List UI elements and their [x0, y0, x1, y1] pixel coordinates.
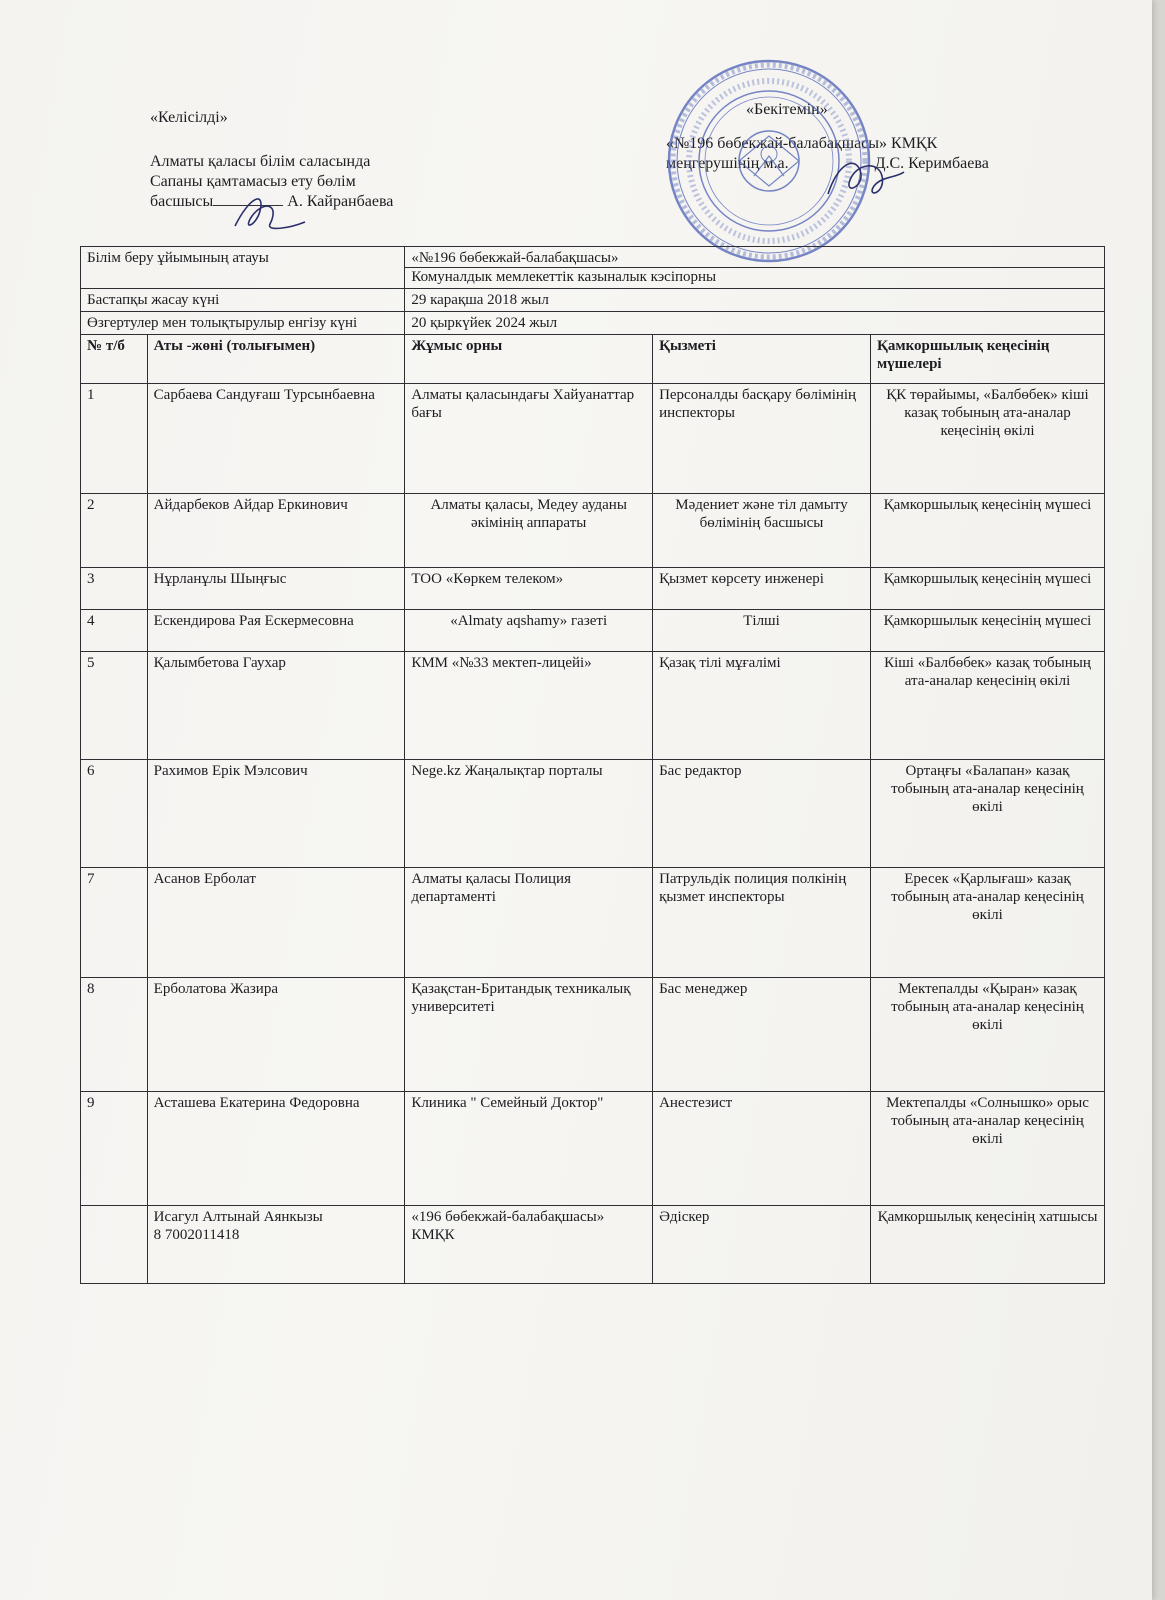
agreed-line-3: [150, 192, 393, 212]
table-row: [81, 1206, 1105, 1284]
column-header-role: Қамкоршылық кеңесінің мүшелері: [870, 335, 1104, 384]
member-work: КММ «№33 мектеп-лицейі»: [405, 652, 653, 760]
member-name: Қалымбетова Гаухар: [147, 652, 405, 760]
info-row-updated: [81, 312, 1105, 335]
org-name-line-2: Комуналдык мемлекеттік казыналык кэсіпорны: [405, 267, 1104, 286]
row-number: 7: [81, 868, 148, 978]
info-label: Өзгертулер мен толықтырулыр енгізу күні: [81, 312, 405, 335]
table-row: [81, 1092, 1105, 1206]
member-role: Мектепалды «Солнышко» орыс тобының ата-аналар кеңесінің өкілі: [870, 1092, 1104, 1206]
member-work: «196 бөбекжай-балабақшасы» КМҚК: [405, 1206, 653, 1284]
table-row: [81, 760, 1105, 868]
approval-block: [666, 100, 1046, 174]
member-work: Қазақстан-Британдық техникалық университеті: [405, 978, 653, 1092]
info-value: 29 карақша 2018 жыл: [405, 289, 1105, 312]
member-name: Асанов Ерболат: [147, 868, 405, 978]
member-name: Ескендирова Рая Ескермесовна: [147, 610, 405, 652]
row-number: 2: [81, 494, 148, 568]
column-header-number: № т/б: [81, 335, 148, 384]
approved-position: меңгерушінің м.а.: [666, 155, 789, 172]
member-position: Персоналды басқару бөлімінің инспекторы: [653, 384, 871, 494]
table-row: [81, 384, 1105, 494]
member-role: Қамкоршылық кеңесінің мүшесі: [870, 568, 1104, 610]
member-position: Патрульдік полиция полкінің қызмет инспекторы: [653, 868, 871, 978]
info-value: 20 қыркүйек 2024 жыл: [405, 312, 1105, 335]
member-work: Алматы қаласы Полиция департаменті: [405, 868, 653, 978]
member-name: Айдарбеков Айдар Еркинович: [147, 494, 405, 568]
table-row: [81, 868, 1105, 978]
row-number: 3: [81, 568, 148, 610]
member-work: ТОО «Көркем телеком»: [405, 568, 653, 610]
column-header-name: Аты -жөні (толығымен): [147, 335, 405, 384]
column-header-position: Қызметі: [653, 335, 871, 384]
signature-line: [213, 205, 283, 206]
member-position: Қызмет көрсету инженері: [653, 568, 871, 610]
column-header-work: Жұмыс орны: [405, 335, 653, 384]
member-role: ҚК төрайымы, «Балбөбек» кіші казақ тобының ата-аналар кеңесінің өкілі: [870, 384, 1104, 494]
agreed-position: басшысы: [150, 193, 214, 210]
member-role: Қамкоршылык кеңесінің мүшесі: [870, 610, 1104, 652]
member-position: Қазақ тілі мұғалімі: [653, 652, 871, 760]
member-name: Ерболатова Жазира: [147, 978, 405, 1092]
row-number: 9: [81, 1092, 148, 1206]
row-number: 6: [81, 760, 148, 868]
info-value: [405, 247, 1105, 289]
row-number: [81, 1206, 148, 1284]
table-row: [81, 978, 1105, 1092]
member-name: Сарбаева Сандуғаш Турсынбаевна: [147, 384, 405, 494]
row-number: 5: [81, 652, 148, 760]
agreed-line-2: Сапаны қамтамасыз ету бөлім: [150, 173, 356, 190]
approved-line-2: [666, 154, 1046, 174]
trustee-board-table: [80, 246, 1105, 1284]
approved-name: Д.С. Керимбаева: [874, 155, 989, 172]
agreed-name: А. Кайранбаева: [287, 193, 394, 210]
member-name: [147, 1206, 405, 1284]
member-name: Нұрланұлы Шыңғыс: [147, 568, 405, 610]
approved-line-1: «№196 бөбекжай-балабақшасы» КМҚК: [666, 135, 938, 152]
member-name: Асташева Екатерина Федоровна: [147, 1092, 405, 1206]
info-label: Білім беру ұйымының атауы: [81, 247, 405, 289]
member-position: Бас менеджер: [653, 978, 871, 1092]
info-row-created: [81, 289, 1105, 312]
member-position: Мәдениет және тіл дамыту бөлімінің басшысы: [653, 494, 871, 568]
info-label: Бастапқы жасау күні: [81, 289, 405, 312]
member-position: Бас редактор: [653, 760, 871, 868]
member-role: Ортаңғы «Балапан» казақ тобының ата-аналар кеңесінің өкілі: [870, 760, 1104, 868]
member-role: Ересек «Қарлығаш» казақ тобының ата-аналар кеңесінің өкілі: [870, 868, 1104, 978]
member-position: Тілші: [653, 610, 871, 652]
member-position: Әдіскер: [653, 1206, 871, 1284]
info-row-org-name: [81, 247, 1105, 289]
member-role: Мектепалды «Қыран» казақ тобының ата-аналар кеңесінің өкілі: [870, 978, 1104, 1092]
table-row: [81, 494, 1105, 568]
member-work: Клиника " Семейный Доктор": [405, 1092, 653, 1206]
row-number: 8: [81, 978, 148, 1092]
row-number: 1: [81, 384, 148, 494]
member-work: Nege.kz Жаңалықтар порталы: [405, 760, 653, 868]
table-header-row: [81, 335, 1105, 384]
agreement-block: [150, 108, 393, 212]
member-work: Алматы қаласындағы Хайуанаттар бағы: [405, 384, 653, 494]
member-role: Кіші «Балбөбек» казақ тобының ата-аналар кеңесінің өкілі: [870, 652, 1104, 760]
member-name-text: Исагул Алтынай Аянкызы: [153, 1209, 323, 1225]
member-work: «Almaty aqshamy» газеті: [405, 610, 653, 652]
table-row: [81, 568, 1105, 610]
member-position: Анестезист: [653, 1092, 871, 1206]
org-name-line-1: «№196 бөбекжай-балабақшасы»: [411, 250, 619, 266]
member-phone: 8 7002011418: [153, 1227, 240, 1243]
member-role: Қамкоршылық кеңесінің хатшысы: [870, 1206, 1104, 1284]
member-name: Рахимов Ерік Мэлсович: [147, 760, 405, 868]
table-row: [81, 652, 1105, 760]
member-work: Алматы қаласы, Медеу ауданы әкімінің аппараты: [405, 494, 653, 568]
row-number: 4: [81, 610, 148, 652]
agreed-line-1: Алматы қаласы білім саласында: [150, 153, 371, 170]
approved-label: «Бекітемін»: [746, 101, 828, 118]
agreed-label: «Келісілді»: [150, 109, 228, 126]
member-role: Қамкоршылық кеңесінің мүшесі: [870, 494, 1104, 568]
table-row: [81, 610, 1105, 652]
